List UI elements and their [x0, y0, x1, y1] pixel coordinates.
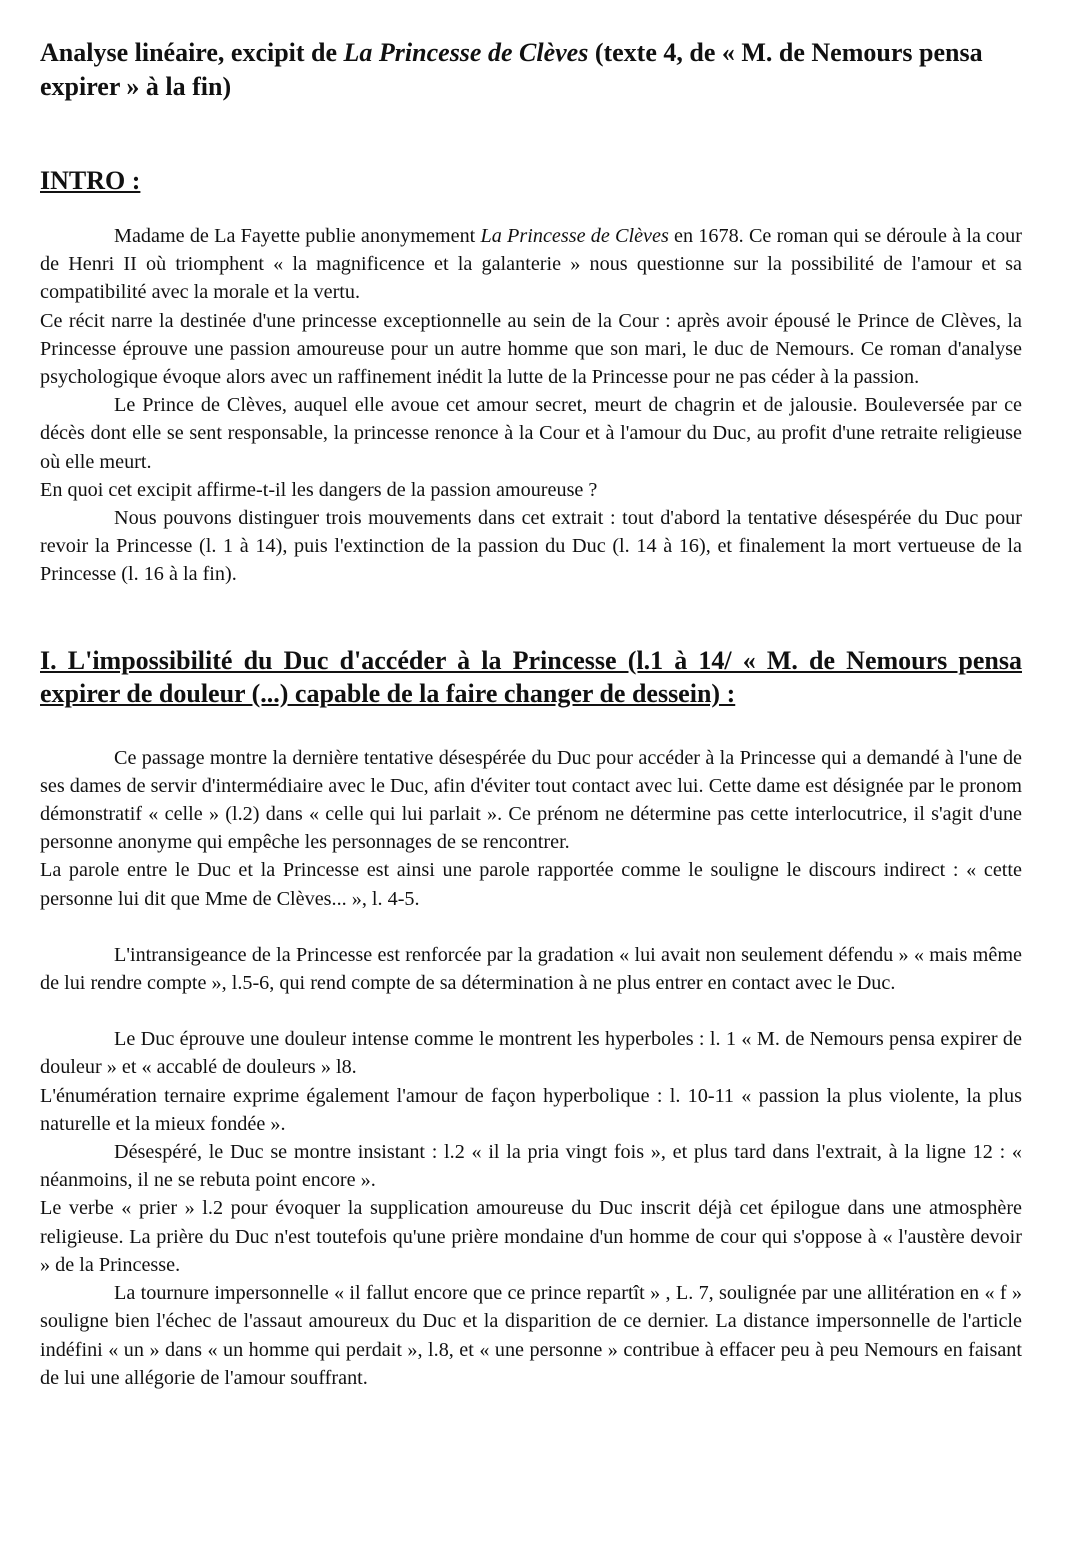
title-work: La Princesse de Clèves — [343, 38, 589, 67]
section-1-heading: I. L'impossibilité du Duc d'accéder à la Princesse (l.1 à 14/ « M. de Nemours pensa expirer de douleur (...) capable de la faire changer de dessein) : — [40, 645, 1022, 708]
intro-problematic: En quoi cet excipit affirme-t-il les dangers de la passion amoureuse ? — [40, 478, 598, 501]
section-1-paragraph-1: Ce passage montre la dernière tentative désespérée du Duc pour accéder à la Princesse qui a demandé à l'une de ses dames de servir d'intermédiaire avec le Duc, afin d'éviter tout contact avec lui. Cette dame est désignée par le pronom démonstratif « celle » (l.2) dans « celle qui lui parlait ». Ce prénom ne détermine pas cette interlocutrice, il s'agit d'une personne anonyme qui empêche les personnages de se rencontrer. — [40, 746, 1022, 854]
intro-paragraph-2: Ce récit narre la destinée d'une princesse exceptionnelle au sein de la Cour : après avoir épousé le Prince de Clèves, la Princesse éprouve une passion amoureuse pour un autre homme que son mari, le duc de Nemours. Ce roman d'analyse psychologique évoque alors avec un raffinement inédit la lutte de la Princesse pour ne pas céder à la passion. — [40, 309, 1022, 389]
section-1-paragraph-3: L'intransigeance de la Princesse est renforcée par la gradation « lui avait non seulement défendu » « mais même de lui rendre compte », l.5-6, qui rend compte de sa détermination à ne plus entrer en contact avec le Duc. — [40, 943, 1022, 995]
section-1-paragraph-2: La parole entre le Duc et la Princesse est ainsi une parole rapportée comme le souligne le discours indirect : « cette personne lui dit que Mme de Clèves... », l. 4-5. — [40, 859, 1022, 910]
intro-p1-work: La Princesse de Clèves — [480, 225, 669, 247]
intro-section — [40, 222, 1022, 589]
intro-paragraph-3: Le Prince de Clèves, auquel elle avoue cet amour secret, meurt de chagrin et de jalousie. Bouleversée par ce décès dont elle se sent responsable, la princesse renonce à la Cour et à l'amour du Duc, au profit d'une retraite religieuse où elle meurt. — [40, 394, 1022, 473]
intro-paragraph-1 — [40, 222, 1022, 307]
document-title — [40, 36, 1022, 104]
section-1-body — [40, 744, 1022, 1392]
intro-heading: INTRO : — [40, 166, 141, 195]
title-prefix: Analyse linéaire, excipit de — [40, 38, 344, 67]
section-1-paragraph-4: Le Duc éprouve une douleur intense comme le montrent les hyperboles : l. 1 « M. de Nemours pensa expirer de douleur » et « accablé de douleurs » l8. — [40, 1028, 1022, 1079]
section-1-paragraph-8: La tournure impersonnelle « il fallut encore que ce prince repartît » , L. 7, soulignée par une allitération en « f » souligne bien l'échec de l'assaut amoureux du Duc et la disparition de ce dernier. La distance impersonnelle de l'article indéfini « un » dans « un homme qui perdait », l.8, et « une personne » contribue à effacer peu à peu Nemours en faisant de lui une allégorie de l'amour souffrant. — [40, 1282, 1022, 1389]
title-suffix: (texte 4, de « M. de Nemours pensa expirer » à la fin) — [40, 38, 983, 101]
section-1-paragraph-7: Le verbe « prier » l.2 pour évoquer la supplication amoureuse du Duc inscrit déjà cet épilogue dans une atmosphère religieuse. La prière du Duc n'est toutefois qu'une prière mondaine d'un homme de cour qui s'oppose à « l'austère devoir » de la Princesse. — [40, 1197, 1022, 1276]
intro-p1-before: Madame de La Fayette publie anonymement — [114, 225, 481, 247]
section-1-paragraph-5: L'énumération ternaire exprime également l'amour de façon hyperbolique : l. 10-11 « passion la plus violente, la plus naturelle et la mieux fondée ». — [40, 1084, 1022, 1135]
section-1-paragraph-6: Désespéré, le Duc se montre insistant : l.2 « il la pria vingt fois », et plus tard dans l'extrait, à la ligne 12 : « néanmoins, il ne se rebuta point encore ». — [40, 1141, 1022, 1192]
intro-paragraph-5: Nous pouvons distinguer trois mouvements dans cet extrait : tout d'abord la tentative désespérée du Duc pour revoir la Princesse (l. 1 à 14), puis l'extinction de la passion du Duc (l. 14 à 16), et finalement la mort vertueuse de la Princesse (l. 16 à la fin). — [40, 507, 1022, 586]
intro-p1-after: en 1678. Ce roman qui se déroule à la cour de Henri II où triomphent « la magnificence et la galanterie » nous questionne sur la possibilité de l'amour et sa compatibilité avec la morale et la vertu. — [40, 225, 1022, 304]
